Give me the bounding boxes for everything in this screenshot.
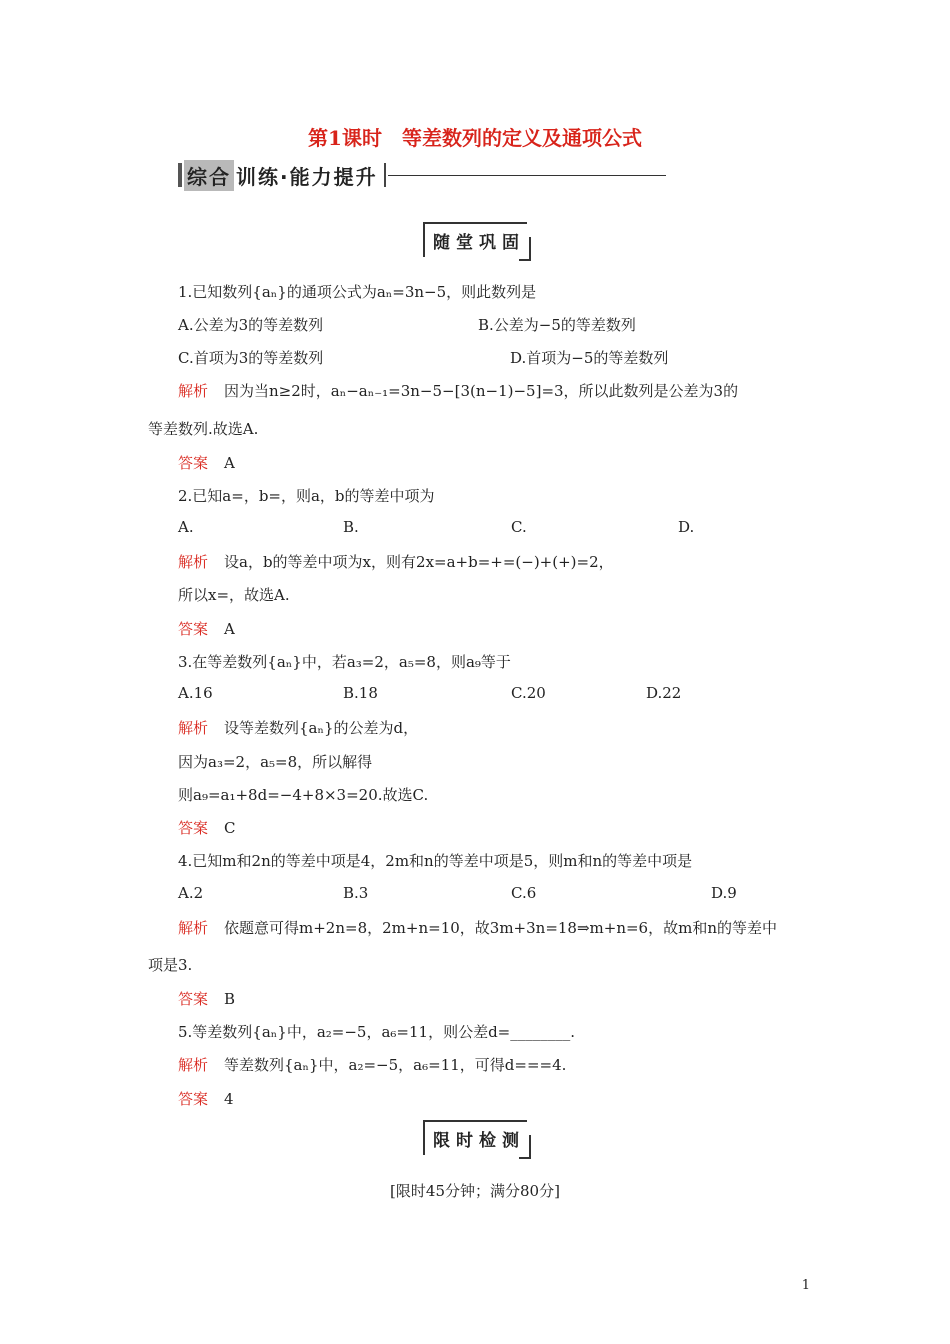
- q3-option-d: D.22: [646, 684, 682, 702]
- q3-answer: [178, 817, 236, 838]
- q2-analysis-cont: 所以x=，故选A.: [178, 586, 290, 604]
- q5-answer: [178, 1088, 234, 1109]
- q4-option-a: A.2: [178, 884, 204, 902]
- answer-tag: 答案: [178, 819, 209, 837]
- q2-answer: [178, 618, 235, 639]
- section-heading-1: [0, 222, 950, 257]
- answer-tag: 答案: [178, 620, 209, 638]
- q4-stem: 4.已知m和2n的等差中项是4，2m和n的等差中项是5，则m和n的等差中项是: [178, 852, 693, 870]
- banner-bar: [178, 163, 182, 187]
- analysis-tag: 解析: [178, 919, 209, 937]
- q1-option-d: D.首项为−5的等差数列: [510, 349, 669, 367]
- q1-stem: 1.已知数列{aₙ}的通项公式为aₙ=3n−5，则此数列是: [178, 283, 537, 301]
- page-title: 第1课时 等差数列的定义及通项公式: [308, 126, 642, 150]
- q4-option-b: B.3: [343, 884, 369, 902]
- q3-answer-value: C: [224, 819, 236, 837]
- q3-option-a: A.16: [178, 684, 213, 702]
- q3-analysis-text: 设等差数列{aₙ}的公差为d，: [224, 719, 419, 737]
- q2-option-a: A.: [178, 518, 194, 536]
- q5-analysis: [178, 1054, 566, 1075]
- q2-option-d: D.: [678, 518, 695, 536]
- q5-answer-value: 4: [224, 1090, 234, 1108]
- q4-analysis-text: 依题意可得m+2n=8，2m+n=10，故3m+3n=18⇒m+n=6，故m和n的等差中: [224, 919, 777, 937]
- q3-analysis-cont-2: 则a₉=a₁+8d=−4+8×3=20.故选C.: [178, 786, 429, 804]
- banner-text: 训练·能力提升: [236, 164, 378, 189]
- q3-analysis: [178, 717, 418, 738]
- q3-option-b: B.18: [343, 684, 378, 702]
- q5-analysis-text: 等差数列{aₙ}中，a₂=−5，a₆=11，可得d===4.: [224, 1056, 567, 1074]
- answer-tag: 答案: [178, 454, 209, 472]
- q1-answer-value: A: [224, 454, 235, 472]
- q1-analysis-cont: 等差数列.故选A.: [148, 420, 259, 438]
- q2-option-c: C.: [511, 518, 527, 536]
- q2-answer-value: A: [224, 620, 235, 638]
- analysis-tag: 解析: [178, 719, 209, 737]
- answer-tag: 答案: [178, 990, 209, 1008]
- q1-answer: [178, 452, 235, 473]
- q4-answer-value: B: [224, 990, 236, 1008]
- q1-analysis: [178, 380, 738, 401]
- analysis-tag: 解析: [178, 382, 209, 400]
- q3-stem: 3.在等差数列{aₙ}中，若a₃=2，a₅=8，则a₉等于: [178, 653, 511, 671]
- analysis-tag: 解析: [178, 553, 209, 571]
- time-note: [限时45分钟；满分80分]: [390, 1182, 560, 1200]
- q1-option-a: A.公差为3的等差数列: [178, 316, 324, 334]
- page-number: 1: [801, 1278, 810, 1293]
- section-banner: [178, 160, 666, 190]
- q1-analysis-text: 因为当n≥2时，aₙ−aₙ₋₁=3n−5−[3(n−1)−5]=3，所以此数列是公差为3的: [224, 382, 739, 400]
- q2-analysis-text: 设a，b的等差中项为x，则有2x=a+b=+=(−)+(+)=2，: [224, 553, 614, 571]
- banner-rule: [388, 175, 666, 176]
- q4-option-d: D.9: [711, 884, 737, 902]
- section-heading-1-label: 随堂巩固: [423, 222, 527, 257]
- section-heading-2-label: 限时检测: [423, 1120, 527, 1155]
- banner-shaded-text: 综合: [184, 160, 234, 191]
- answer-tag: 答案: [178, 1090, 209, 1108]
- q4-analysis-cont: 项是3.: [148, 956, 193, 974]
- q4-option-c: C.6: [511, 884, 537, 902]
- q3-analysis-cont: 因为a₃=2，a₅=8，所以解得: [178, 753, 373, 771]
- q1-option-c: C.首项为3的等差数列: [178, 349, 324, 367]
- analysis-tag: 解析: [178, 1056, 209, 1074]
- q1-option-b: B.公差为−5的等差数列: [478, 316, 636, 334]
- q2-stem: 2.已知a=，b=，则a，b的等差中项为: [178, 487, 435, 505]
- banner-end-bar: [384, 163, 386, 187]
- q3-option-c: C.20: [511, 684, 546, 702]
- q2-option-b: B.: [343, 518, 359, 536]
- q2-analysis: [178, 551, 614, 572]
- q4-answer: [178, 988, 235, 1009]
- q4-analysis: [178, 917, 777, 938]
- q5-stem: 5.等差数列{aₙ}中，a₂=−5，a₆=11，则公差d=________.: [178, 1023, 576, 1041]
- section-heading-2: [0, 1120, 950, 1155]
